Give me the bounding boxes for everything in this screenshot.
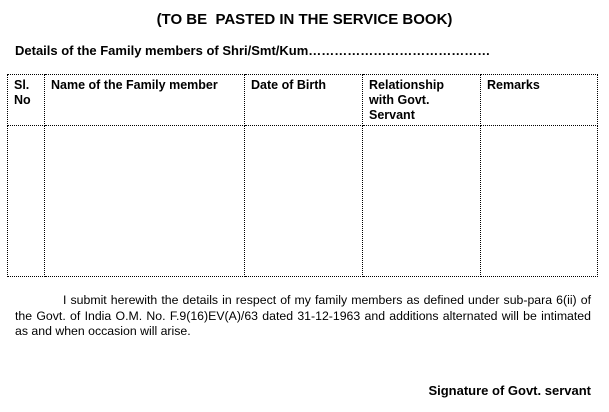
header-remarks	[481, 75, 598, 126]
document-title: (TO BE PASTED IN THE SERVICE BOOK)	[156, 11, 453, 28]
header-relationship	[363, 75, 481, 126]
declaration-paragraph: I submit herewith the details in respect of my family members as defined under sub-para 6(ii) of the Govt. of India O.M. No. F.9(16)EV(A)/63 dated 31-12-1963 and additions alternated will be intimated as and when occasion will arise.	[15, 293, 591, 338]
header-remarks-label: Remarks	[487, 78, 540, 92]
cell-date-of-birth	[245, 126, 363, 277]
family-details-line: Details of the Family members of Shri/Smt/Kum……………………………………	[15, 43, 491, 58]
header-family-member-name	[45, 75, 245, 126]
header-name-label: Name of the Family member	[51, 78, 218, 92]
cell-family-member-name	[45, 126, 245, 277]
table-header-row	[8, 75, 598, 126]
header-relationship-label: Relationship with Govt. Servant	[369, 78, 445, 122]
header-dob-label: Date of Birth	[251, 78, 326, 92]
header-sl-no	[8, 75, 45, 126]
header-date-of-birth	[245, 75, 363, 126]
header-sl-no-label: Sl. No	[14, 78, 31, 107]
cell-remarks	[481, 126, 598, 277]
family-members-table	[7, 74, 598, 277]
cell-sl-no	[8, 126, 45, 277]
cell-relationship	[363, 126, 481, 277]
signature-label: Signature of Govt. servant	[428, 383, 591, 398]
table-body-row	[8, 126, 598, 277]
